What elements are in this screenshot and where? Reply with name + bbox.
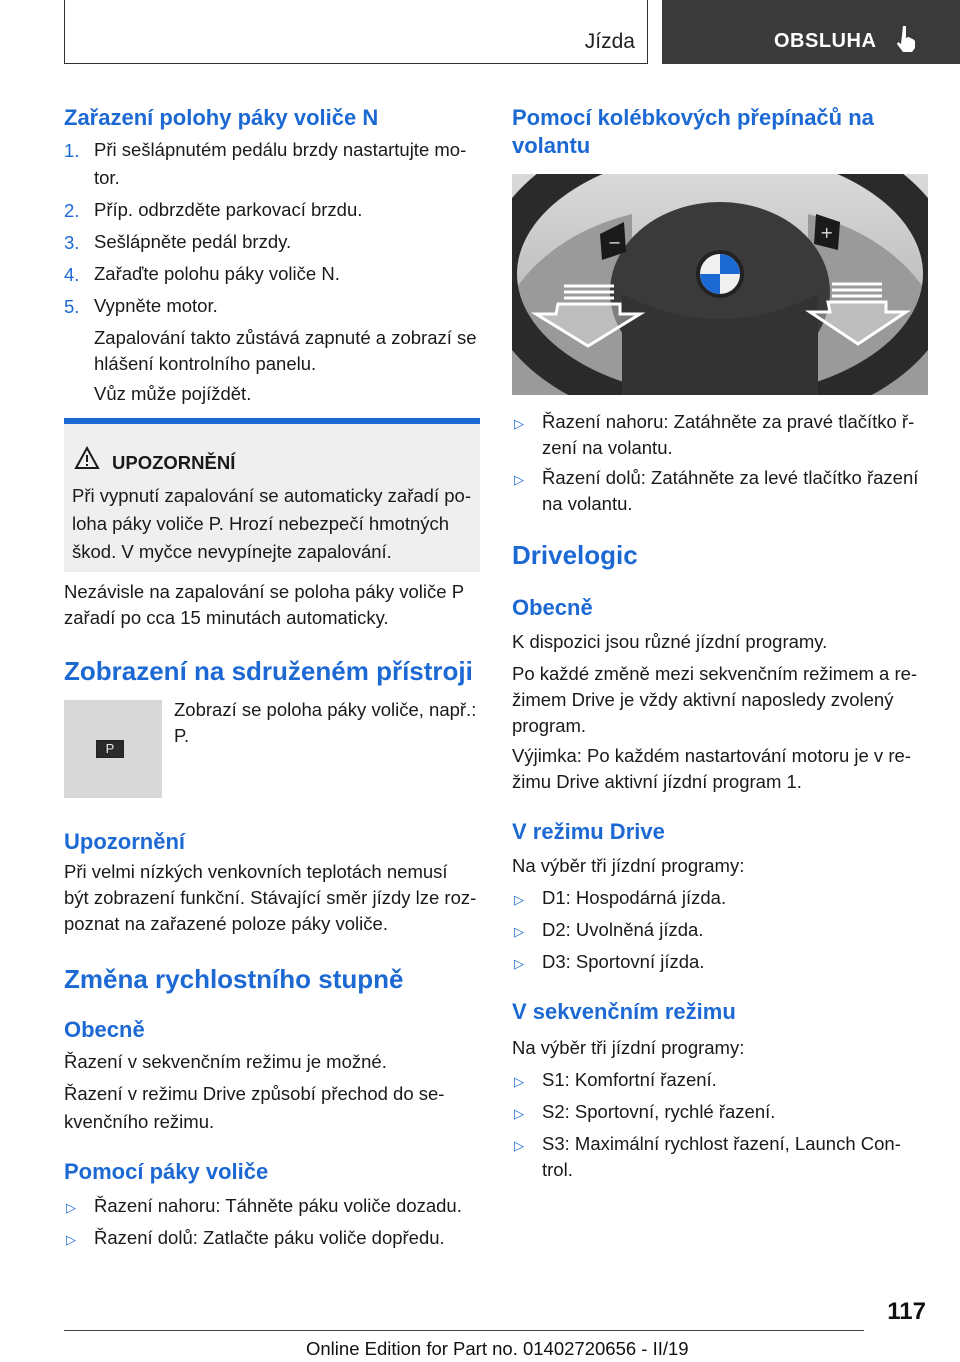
list-item: Řazení nahoru: Zatáhněte za pravé tlačítko ř‐ [542, 411, 915, 432]
paragraph: Na výběr tři jízdní programy: [512, 855, 745, 876]
paragraph: Nezávisle na zapalování se poloha páky voliče P [64, 581, 465, 602]
gear-p-indicator: P [96, 740, 124, 758]
step-number: 2. [64, 200, 80, 221]
list-triangle-icon: ▷ [514, 1074, 524, 1089]
paddle-minus-label: − [608, 233, 622, 252]
footer-divider [64, 1330, 864, 1331]
list-item: D2: Uvolněná jízda. [542, 919, 704, 940]
step-number: 1. [64, 140, 80, 161]
step-text: tor. [94, 167, 120, 188]
header-tab[interactable] [662, 0, 960, 64]
list-item: S1: Komfortní řazení. [542, 1069, 717, 1090]
page-number: 117 [887, 1298, 926, 1325]
cluster-display-image [64, 700, 162, 798]
step-number: 5. [64, 296, 80, 317]
header-section-title: Jízda [584, 30, 635, 53]
paragraph: P. [174, 725, 190, 746]
heading-position-n: Zařazení polohy páky voliče N [64, 105, 379, 130]
paragraph: být zobrazení funkční. Stávající směr jízdy lze roz‐ [64, 887, 477, 908]
header-tab-label: OBSLUHA [774, 30, 877, 52]
heading-drive-mode: V režimu Drive [512, 819, 665, 844]
paragraph: Zobrazí se poloha páky voliče, např.: [174, 699, 477, 720]
warning-text: škod. V myčce nevypínejte zapalování. [72, 541, 392, 562]
heading-cluster-display: Zobrazení na sdruženém přístroji [64, 656, 473, 686]
step-text: Sešlápněte pedál brzdy. [94, 231, 292, 252]
paragraph: poznat na zařazené poloze páky voliče. [64, 913, 388, 934]
heading-notice: Upozornění [64, 829, 185, 854]
heading-paddles-cont: volantu [512, 133, 591, 158]
heading-sequential-mode: V sekvenčním režimu [512, 999, 736, 1024]
footer-edition: Online Edition for Part no. 01402720656 - II/19 [306, 1338, 689, 1359]
step-note: hlášení kontrolního panelu. [94, 353, 317, 374]
paragraph: žimu Drive aktivní jízdní program 1. [512, 771, 802, 792]
paragraph: K dispozici jsou různé jízdní programy. [512, 631, 828, 652]
list-item: D3: Sportovní jízda. [542, 951, 705, 972]
list-item: Řazení dolů: Zatlačte páku voliče dopředu. [94, 1227, 445, 1248]
list-item: D1: Hospodárná jízda. [542, 887, 727, 908]
heading-selector-lever: Pomocí páky voliče [64, 1159, 269, 1184]
list-triangle-icon: ▷ [514, 956, 524, 971]
list-item: S3: Maximální rychlost řazení, Launch Con‐ [542, 1133, 901, 1154]
list-triangle-icon: ▷ [514, 1106, 524, 1121]
list-triangle-icon: ▷ [514, 472, 524, 487]
step-text: Zařaďte polohu páky voliče N. [94, 263, 340, 284]
list-triangle-icon: ▷ [66, 1232, 76, 1247]
warning-text: loha páky voliče P. Hrozí nebezpečí hmotných [72, 513, 450, 534]
heading-paddles: Pomocí kolébkových přepínačů na [512, 105, 874, 130]
heading-drivelogic: Drivelogic [512, 540, 638, 570]
paragraph: program. [512, 715, 587, 736]
list-triangle-icon: ▷ [514, 416, 524, 431]
warning-box [64, 418, 480, 572]
paragraph: Výjimka: Po každém nastartování motoru je v re‐ [512, 745, 911, 766]
list-item: Řazení dolů: Zatáhněte za levé tlačítko řazení [542, 467, 919, 488]
header-frame [64, 0, 648, 64]
warning-triangle-icon [74, 446, 100, 470]
paragraph: Při velmi nízkých venkovních teplotách nemusí [64, 861, 448, 882]
paragraph: Řazení v sekvenčním režimu je možné. [64, 1051, 387, 1072]
warning-text: Při vypnutí zapalování se automaticky zařadí po‐ [72, 485, 471, 506]
list-triangle-icon: ▷ [66, 1200, 76, 1215]
pointing-hand-icon [894, 24, 918, 52]
heading-general: Obecně [512, 595, 593, 620]
paddle-plus-label: + [820, 223, 834, 242]
paragraph: žimem Drive je vždy aktivní naposledy zvolený [512, 689, 894, 710]
paragraph: Na výběr tři jízdní programy: [512, 1037, 745, 1058]
list-item: S2: Sportovní, rychlé řazení. [542, 1101, 776, 1122]
list-item: trol. [542, 1159, 573, 1180]
warning-title: UPOZORNĚNÍ [112, 452, 236, 473]
step-note: Vůz může pojíždět. [94, 383, 252, 404]
paragraph: Řazení v režimu Drive způsobí přechod do se‐ [64, 1083, 445, 1104]
heading-gear-change: Změna rychlostního stupně [64, 964, 404, 994]
paragraph: zařadí po cca 15 minutách automaticky. [64, 607, 389, 628]
heading-general: Obecně [64, 1017, 145, 1042]
list-item: Řazení nahoru: Táhněte páku voliče dozadu. [94, 1195, 462, 1216]
list-triangle-icon: ▷ [514, 1138, 524, 1153]
list-item: na volantu. [542, 493, 633, 514]
step-text: Při sešlápnutém pedálu brzdy nastartujte mo‐ [94, 139, 467, 160]
step-number: 3. [64, 232, 80, 253]
step-note: Zapalování takto zůstává zapnuté a zobrazí se [94, 327, 477, 348]
steering-wheel-image [512, 174, 928, 395]
list-triangle-icon: ▷ [514, 924, 524, 939]
paragraph: Po každé změně mezi sekvenčním režimem a re‐ [512, 663, 918, 684]
paragraph: kvenčního režimu. [64, 1111, 215, 1132]
step-text: Vypněte motor. [94, 295, 218, 316]
step-text: Příp. odbrzděte parkovací brzdu. [94, 199, 363, 220]
list-triangle-icon: ▷ [514, 892, 524, 907]
list-item: zení na volantu. [542, 437, 673, 458]
step-number: 4. [64, 264, 80, 285]
